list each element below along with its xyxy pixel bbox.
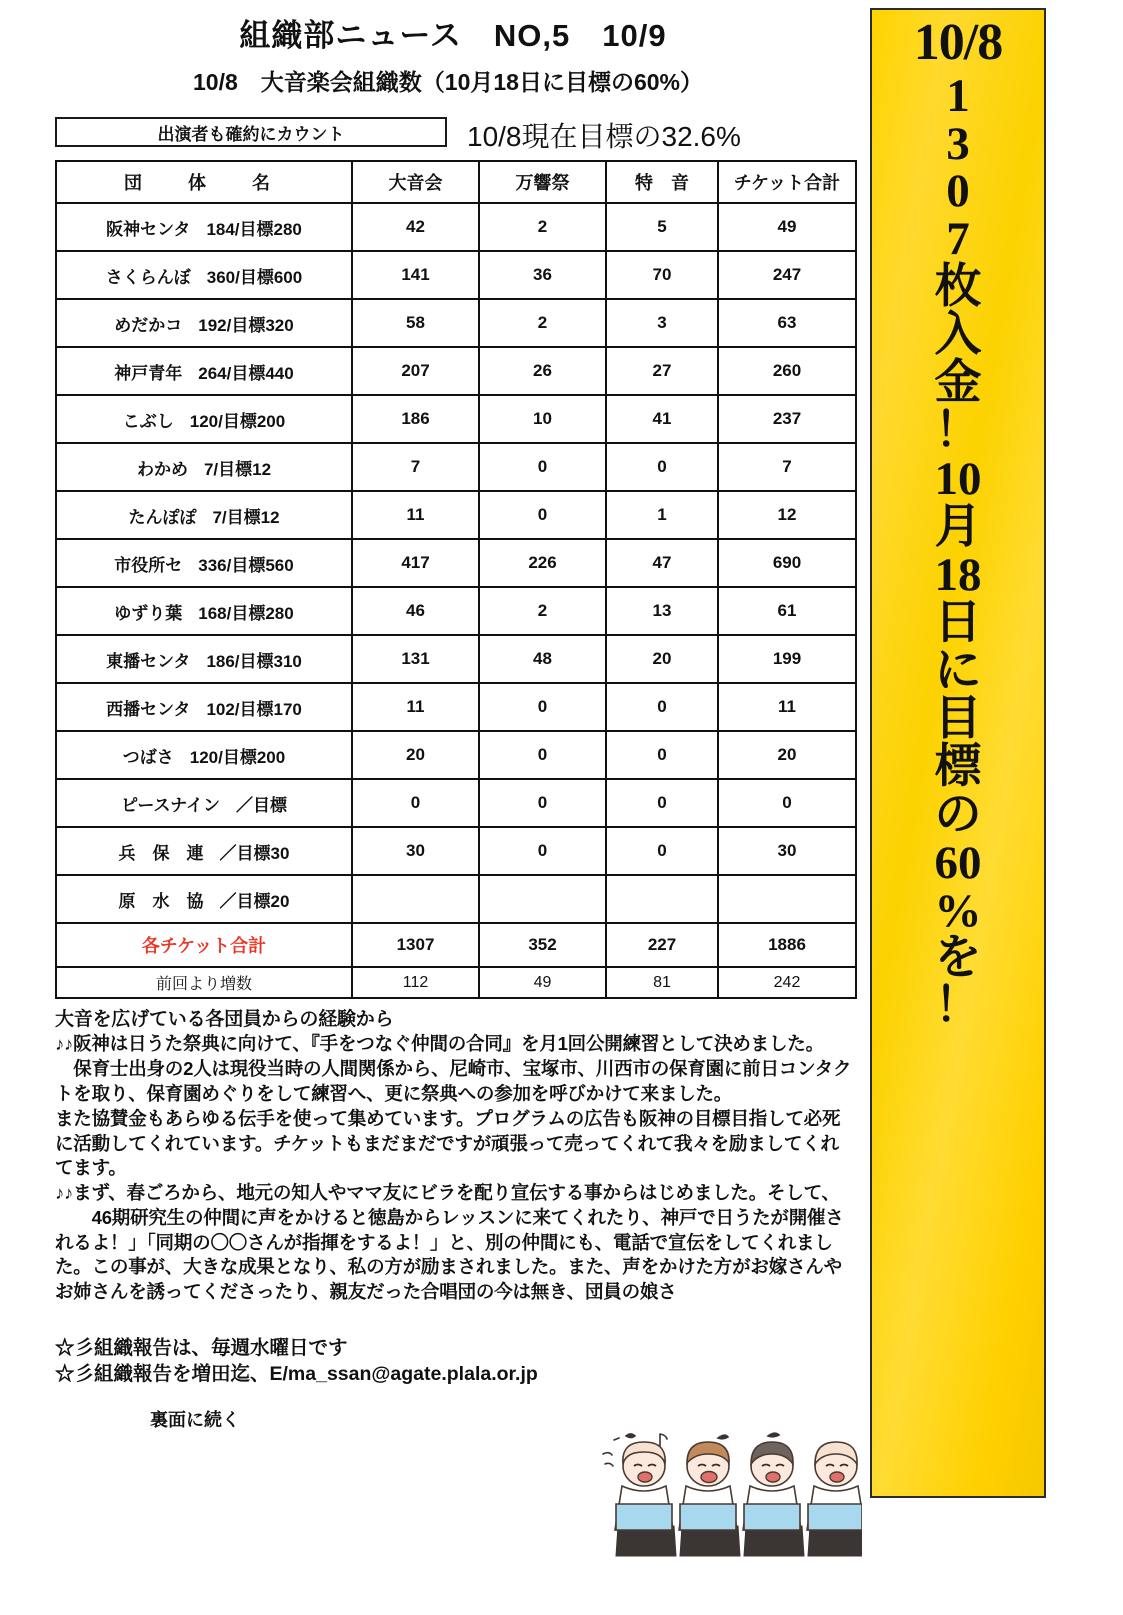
- footer: [55, 1335, 675, 1432]
- table-row: [56, 299, 856, 347]
- total-cell-daion: 1307: [352, 923, 479, 967]
- cell-ticket-total: 7: [718, 443, 856, 491]
- table-row: [56, 779, 856, 827]
- cell-tokuon: 27: [606, 347, 718, 395]
- table-header-row: [56, 161, 856, 203]
- total-cell-total: 1886: [718, 923, 856, 967]
- footer-continued: 裏面に続く: [150, 1409, 240, 1430]
- table-row: [56, 395, 856, 443]
- cell-daion: 42: [352, 203, 479, 251]
- cell-banyo: 0: [479, 683, 606, 731]
- cell-tokuon: 0: [606, 827, 718, 875]
- cell-daion: [352, 875, 479, 923]
- cell-ticket-total: 63: [718, 299, 856, 347]
- table-row: [56, 539, 856, 587]
- footer-line-email: ☆彡組織報告を増田迄、E/ma_ssan@agate.plala.or.jp: [55, 1363, 538, 1386]
- banner-char: 60: [934, 836, 982, 889]
- cell-daion: 20: [352, 731, 479, 779]
- banner-char: 1: [946, 69, 970, 122]
- cell-tokuon: 0: [606, 443, 718, 491]
- subhead-row: [0, 117, 866, 152]
- banner-char: の: [934, 788, 982, 841]
- cell-ticket-total: 237: [718, 395, 856, 443]
- organization-table: [55, 160, 857, 999]
- cell-group-name: ゆずり葉 168/目標280: [56, 587, 352, 635]
- cell-group-name: ピースナイン ／目標: [56, 779, 352, 827]
- cell-ticket-total: 12: [718, 491, 856, 539]
- banner-char: 10: [934, 453, 982, 506]
- banner-char: ！: [934, 405, 982, 458]
- table-row: [56, 251, 856, 299]
- cell-tokuon: 1: [606, 491, 718, 539]
- cell-group-name: たんぽぽ 7/目標12: [56, 491, 352, 539]
- cell-group-name: めだかコ 192/目標320: [56, 299, 352, 347]
- cell-banyo: 0: [479, 443, 606, 491]
- cell-group-name: 西播センタ 102/目標170: [56, 683, 352, 731]
- cell-banyo: [479, 875, 606, 923]
- page-subtitle: 10/8 大音楽会組織数（10月18日に目標の60%）: [193, 69, 703, 95]
- body-paragraph: ♪♪阪神は日うた祭典に向けて、『手をつなぐ仲間の合同』を月1回公開練習として決めました。: [55, 1033, 824, 1055]
- cell-daion: 141: [352, 251, 479, 299]
- cell-ticket-total: [718, 875, 856, 923]
- banner-char: 目: [934, 692, 982, 745]
- cell-group-name: つばさ 120/目標200: [56, 731, 352, 779]
- table-delta-row: [56, 967, 856, 998]
- banner-char: 3: [946, 117, 970, 170]
- cell-daion: 11: [352, 683, 479, 731]
- banner-char: 日: [934, 596, 982, 649]
- yellow-banner: [870, 8, 1046, 1498]
- cell-ticket-total: 260: [718, 347, 856, 395]
- cell-ticket-total: 11: [718, 683, 856, 731]
- cell-group-name: こぶし 120/目標200: [56, 395, 352, 443]
- body-paragraph: 46期研究生の仲間に声をかけると徳島からレッスンに来てくれたり、神戸で日うたが開催されるよ！」「同期の〇〇さんが指揮をするよ！」と、別の仲間にも、電話で宣伝をしてくれました。この事が、大きな成果となり、私の方が励まされました。また、声をかけた方がお嫁さんやお姉さんを誘ってくださったり、親友だった合唱団の今は無き、団員の娘さ: [55, 1206, 844, 1303]
- banner-vertical-text: [934, 69, 982, 1033]
- banner-char: 月: [934, 501, 982, 554]
- cell-daion: 11: [352, 491, 479, 539]
- cell-banyo: 2: [479, 299, 606, 347]
- cell-group-name: 神戸青年 264/目標440: [56, 347, 352, 395]
- cell-tokuon: 0: [606, 683, 718, 731]
- count-note-box: 出演者も確約にカウント: [55, 117, 447, 147]
- table-row: [56, 587, 856, 635]
- table-total-row: [56, 923, 856, 967]
- cell-group-name: さくらんぼ 360/目標600: [56, 251, 352, 299]
- body-paragraph: また協賛金もあらゆる伝手を使って集めています。プログラムの広告も阪神の目標目指して必死に活動してくれています。チケットもまだまだですが頑張って売ってくれて我々を励ましてくれてます。: [55, 1107, 841, 1179]
- banner-char: 金: [934, 357, 982, 410]
- cell-group-name: 原 水 協 ／目標20: [56, 875, 352, 923]
- cell-ticket-total: 199: [718, 635, 856, 683]
- table-row: [56, 731, 856, 779]
- cell-ticket-total: 20: [718, 731, 856, 779]
- footer-line-schedule: ☆彡組織報告は、毎週水曜日です: [55, 1337, 348, 1360]
- total-cell-tokuon: 227: [606, 923, 718, 967]
- banner-char: に: [934, 644, 982, 697]
- cell-banyo: 2: [479, 587, 606, 635]
- banner-char: 入: [934, 309, 982, 362]
- cell-tokuon: 41: [606, 395, 718, 443]
- cell-banyo: 48: [479, 635, 606, 683]
- cell-banyo: 0: [479, 779, 606, 827]
- col-header-tokuon: 特 音: [606, 161, 718, 203]
- cell-ticket-total: 0: [718, 779, 856, 827]
- cell-tokuon: 47: [606, 539, 718, 587]
- cell-banyo: 2: [479, 203, 606, 251]
- body-paragraph: 保育士出身の2人は現役当時の人間関係から、尼崎市、宝塚市、川西市の保育園に前日コンタクトを取り、保育園めぐりをして練習へ、更に祭典への参加を呼びかけて来ました。: [55, 1058, 852, 1105]
- delta-cell-total: 242: [718, 967, 856, 998]
- cell-group-name: わかめ 7/目標12: [56, 443, 352, 491]
- table-row: [56, 347, 856, 395]
- cell-daion: 30: [352, 827, 479, 875]
- cell-banyo: 0: [479, 827, 606, 875]
- delta-row-label: 前回より増数: [56, 967, 352, 998]
- col-header-ticket-total: チケット合計: [718, 161, 856, 203]
- page-title: 組織部ニュース NO,5 10/9: [239, 18, 667, 53]
- cell-daion: 46: [352, 587, 479, 635]
- banner-char: 枚: [934, 261, 982, 314]
- cell-ticket-total: 247: [718, 251, 856, 299]
- table-row: [56, 635, 856, 683]
- delta-cell-daion: 112: [352, 967, 479, 998]
- delta-cell-tokuon: 81: [606, 967, 718, 998]
- body-paragraph: ♪♪まず、春ごろから、地元の知人やママ友にビラを配り宣伝する事からはじめました。そして、: [55, 1182, 840, 1204]
- col-header-daion: 大音会: [352, 161, 479, 203]
- cell-tokuon: 13: [606, 587, 718, 635]
- cell-daion: 131: [352, 635, 479, 683]
- cell-ticket-total: 49: [718, 203, 856, 251]
- current-percent: 10/8現在目標の32.6%: [467, 121, 741, 152]
- delta-cell-banyo: 49: [479, 967, 606, 998]
- table-row: [56, 491, 856, 539]
- table-body: [56, 203, 856, 998]
- banner-char: を: [934, 932, 982, 985]
- cell-banyo: 36: [479, 251, 606, 299]
- cell-tokuon: [606, 875, 718, 923]
- table-row: [56, 827, 856, 875]
- cell-daion: 207: [352, 347, 479, 395]
- col-header-group: 団 体 名: [56, 161, 352, 203]
- cell-tokuon: 20: [606, 635, 718, 683]
- cell-ticket-total: 690: [718, 539, 856, 587]
- cell-ticket-total: 30: [718, 827, 856, 875]
- cell-group-name: 兵 保 連 ／目標30: [56, 827, 352, 875]
- cell-daion: 417: [352, 539, 479, 587]
- total-cell-banyo: 352: [479, 923, 606, 967]
- choir-illustration: [600, 1422, 862, 1562]
- cell-banyo: 10: [479, 395, 606, 443]
- cell-banyo: 0: [479, 731, 606, 779]
- cell-banyo: 0: [479, 491, 606, 539]
- banner-char: 7: [946, 213, 970, 266]
- banner-char: ！: [934, 980, 982, 1033]
- body-lead: 大音を広げている各団員からの経験から: [55, 1009, 394, 1030]
- banner-headline: 10/8: [913, 14, 1003, 71]
- banner-char: 18: [934, 548, 982, 601]
- cell-daion: 58: [352, 299, 479, 347]
- cell-tokuon: 5: [606, 203, 718, 251]
- cell-daion: 7: [352, 443, 479, 491]
- cell-banyo: 226: [479, 539, 606, 587]
- cell-tokuon: 3: [606, 299, 718, 347]
- table-row: [56, 683, 856, 731]
- body-text: [55, 1007, 855, 1305]
- cell-group-name: 市役所セ 336/目標560: [56, 539, 352, 587]
- cell-tokuon: 0: [606, 731, 718, 779]
- cell-daion: 0: [352, 779, 479, 827]
- banner-char: 0: [946, 165, 970, 218]
- col-header-banyo: 万響祭: [479, 161, 606, 203]
- cell-group-name: 東播センタ 186/目標310: [56, 635, 352, 683]
- total-row-label: 各チケット合計: [56, 923, 352, 967]
- cell-banyo: 26: [479, 347, 606, 395]
- table-row: [56, 875, 856, 923]
- cell-group-name: 阪神センタ 184/目標280: [56, 203, 352, 251]
- table-row: [56, 203, 856, 251]
- table-row: [56, 443, 856, 491]
- banner-char: %: [934, 884, 982, 937]
- banner-char: 標: [934, 740, 982, 793]
- cell-ticket-total: 61: [718, 587, 856, 635]
- cell-tokuon: 0: [606, 779, 718, 827]
- cell-daion: 186: [352, 395, 479, 443]
- cell-tokuon: 70: [606, 251, 718, 299]
